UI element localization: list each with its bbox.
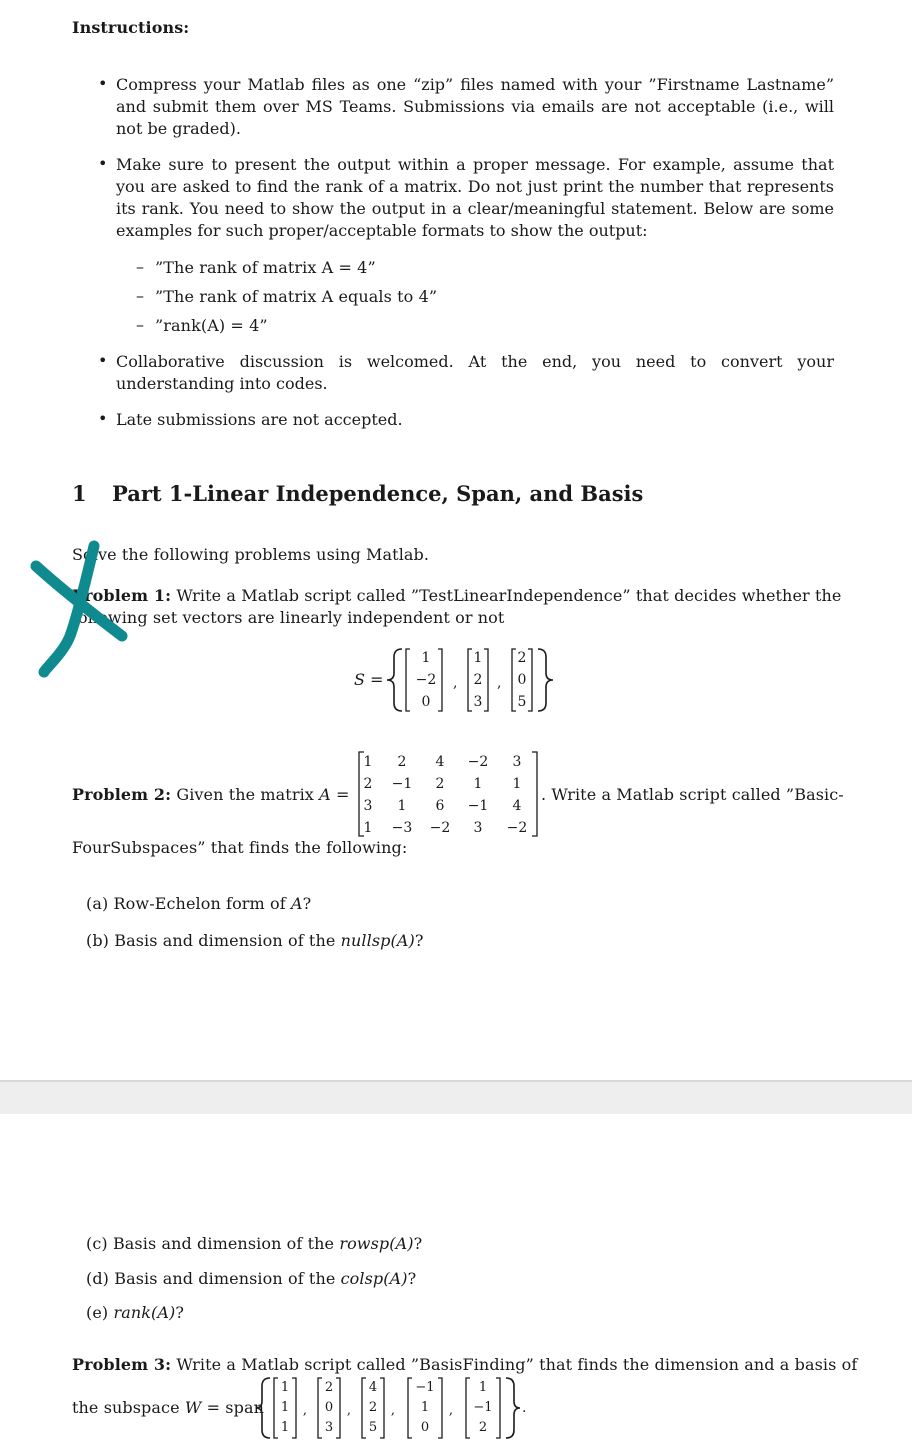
item-a: (a) Row-Echelon form of A? bbox=[86, 894, 312, 913]
matrix-entry: −2 bbox=[467, 754, 489, 770]
vector-entry: 0 bbox=[421, 694, 431, 710]
bracket-right bbox=[484, 649, 488, 711]
list-dash: – bbox=[136, 286, 144, 305]
section-title: Part 1-Linear Independence, Span, and Basis bbox=[112, 481, 644, 506]
bracket-left bbox=[512, 649, 516, 711]
problem-2-intro bbox=[72, 784, 349, 806]
list-dash: – bbox=[136, 315, 144, 334]
item-d: (d) Basis and dimension of the colsp(A)? bbox=[86, 1269, 417, 1288]
vector-entry: 0 bbox=[324, 1400, 334, 1415]
list-dash: – bbox=[136, 257, 144, 276]
matrix-entry: 4 bbox=[512, 798, 522, 814]
example-3: ”rank(A) = 4” bbox=[155, 316, 268, 335]
matrix-entry: −2 bbox=[506, 820, 528, 836]
problem-2-label: Problem 2: bbox=[72, 785, 172, 804]
bullet-dot: • bbox=[98, 351, 108, 370]
matrix-entry: 2 bbox=[397, 754, 407, 770]
problem-3-line-1: Problem 3: Write a Matlab script called ”BasisFinding” that finds the dimension and a basis of bbox=[72, 1355, 858, 1374]
span-vectors bbox=[256, 1374, 546, 1442]
vector-entry: −1 bbox=[473, 1400, 493, 1415]
matrix-entry: 4 bbox=[435, 754, 445, 770]
vector-entry: 1 bbox=[280, 1420, 290, 1435]
svg-text:,: , bbox=[390, 1403, 396, 1418]
matrix-entry: 3 bbox=[363, 798, 373, 814]
vector-entry: 2 bbox=[478, 1420, 488, 1435]
section-intro: Solve the following problems using Matlab. bbox=[72, 545, 430, 564]
item-e: (e) rank(A)? bbox=[86, 1303, 185, 1322]
vector-entry: 2 bbox=[368, 1400, 378, 1415]
bracket-right bbox=[438, 649, 442, 711]
bullet-dot: • bbox=[98, 74, 108, 93]
problem-3-label: Problem 3: bbox=[72, 1355, 172, 1374]
vector-entry: 1 bbox=[421, 650, 431, 666]
matrix-entry: 2 bbox=[363, 776, 373, 792]
left-brace bbox=[256, 1378, 270, 1438]
matrix-entry: −1 bbox=[391, 776, 413, 792]
vector-entry: 5 bbox=[517, 694, 527, 710]
vector-entry: 1 bbox=[280, 1400, 290, 1415]
bullet-dot: • bbox=[98, 409, 108, 428]
bracket-right bbox=[532, 752, 537, 836]
set-s-label: S = bbox=[354, 670, 384, 689]
vector-entry: 1 bbox=[280, 1380, 290, 1395]
example-2: ”The rank of matrix A equals to 4” bbox=[155, 287, 438, 306]
period: . bbox=[522, 1400, 527, 1416]
matrix-entry: 1 bbox=[363, 754, 373, 770]
matrix-entry: 1 bbox=[363, 820, 373, 836]
matrix-a-label: A = bbox=[319, 785, 350, 804]
matrix-a bbox=[356, 748, 542, 840]
right-brace bbox=[506, 1378, 520, 1438]
vector-entry: 2 bbox=[473, 672, 483, 688]
matrix-entry: 6 bbox=[435, 798, 445, 814]
svg-text:,: , bbox=[302, 1403, 308, 1418]
instruction-bullet-2: Make sure to present the output within a proper message. For example, assume that you are asked to find the rank of a matrix. Do not just print the number that represents its rank. You need to show the output in a clear/meaningful statement. Below are some examples for such proper/acceptable formats to show the output: bbox=[116, 155, 834, 240]
vector-entry: 1 bbox=[478, 1380, 488, 1395]
svg-text:,: , bbox=[448, 1403, 454, 1418]
left-brace bbox=[387, 649, 402, 711]
matrix-entry: 3 bbox=[512, 754, 522, 770]
problem-1-line-1 bbox=[72, 585, 842, 607]
vector-entry: 3 bbox=[473, 694, 483, 710]
page-gap bbox=[0, 1080, 912, 1114]
instructions-heading: Instructions: bbox=[72, 18, 190, 37]
matrix-entry: −1 bbox=[467, 798, 489, 814]
problem-3-line-2: the subspace W = span bbox=[72, 1398, 264, 1417]
problem-1-line-2: following set vectors are linearly independent or not bbox=[72, 608, 505, 627]
matrix-entry: 1 bbox=[512, 776, 522, 792]
bracket-right bbox=[528, 649, 532, 711]
vector-entry: 0 bbox=[517, 672, 527, 688]
vector-entry: 1 bbox=[420, 1400, 430, 1415]
vector-entry: −2 bbox=[415, 672, 437, 688]
comma: , bbox=[453, 675, 458, 691]
vector-entry: 3 bbox=[324, 1420, 334, 1435]
problem-1-label: Problem 1: bbox=[72, 586, 172, 605]
vector-entry: 0 bbox=[420, 1420, 430, 1435]
matrix-entry: 1 bbox=[397, 798, 407, 814]
comma: , bbox=[497, 675, 502, 691]
matrix-entry: −2 bbox=[429, 820, 451, 836]
svg-text:,: , bbox=[346, 1403, 352, 1418]
matrix-entry: 3 bbox=[473, 820, 483, 836]
matrix-entry: −3 bbox=[391, 820, 413, 836]
bracket-left bbox=[468, 649, 472, 711]
vector-entry: 2 bbox=[324, 1380, 334, 1395]
instruction-bullet-3: Collaborative discussion is welcomed. At the end, you need to convert your understanding into codes. bbox=[116, 352, 834, 393]
problem-2-after: . Write a Matlab script called ”Basic- bbox=[541, 785, 844, 804]
item-c: (c) Basis and dimension of the rowsp(A)? bbox=[86, 1234, 423, 1253]
handwritten-x-mark bbox=[24, 540, 134, 680]
vector-entry: 4 bbox=[368, 1380, 378, 1395]
item-b: (b) Basis and dimension of the nullsp(A)? bbox=[86, 931, 424, 950]
set-s-equation bbox=[340, 643, 580, 717]
matrix-entry: 1 bbox=[473, 776, 483, 792]
right-brace bbox=[538, 649, 553, 711]
vector-entry: 5 bbox=[368, 1420, 378, 1435]
vector-entry: 1 bbox=[473, 650, 483, 666]
vector-entry: 2 bbox=[517, 650, 527, 666]
bullet-dot: • bbox=[98, 154, 108, 173]
problem-2-continued: FourSubspaces” that finds the following: bbox=[72, 838, 408, 857]
instruction-bullet-1: Compress your Matlab files as one “zip” files named with your ”Firstname Lastname” and submit them over MS Teams. Submissions via emails are not acceptable (i.e., will not be graded). bbox=[116, 75, 834, 138]
problem-2-given: Given the matrix bbox=[176, 785, 314, 804]
section-number: 1 bbox=[72, 481, 87, 506]
bracket-left bbox=[406, 649, 410, 711]
matrix-entry: 2 bbox=[435, 776, 445, 792]
problem-1-text: Write a Matlab script called ”TestLinearIndependence” that decides whether the bbox=[176, 586, 842, 605]
example-1: ”The rank of matrix A = 4” bbox=[155, 258, 376, 277]
instruction-bullet-4: Late submissions are not accepted. bbox=[116, 410, 403, 429]
vector-entry: −1 bbox=[415, 1380, 435, 1395]
